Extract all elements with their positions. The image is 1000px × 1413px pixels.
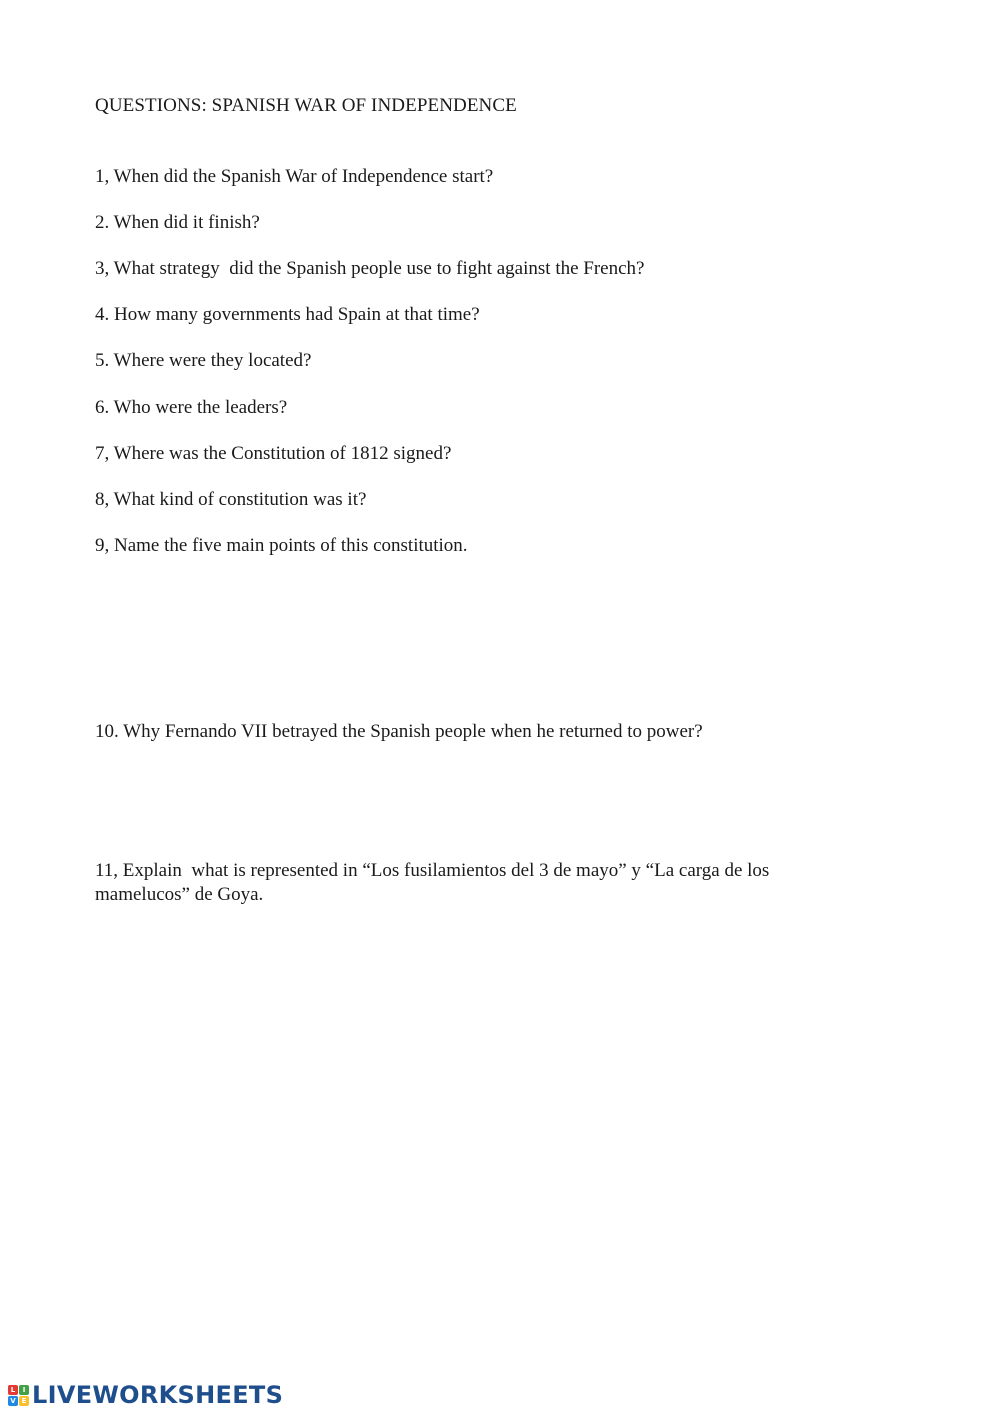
question-2: 2. When did it finish? <box>95 212 260 233</box>
question-5: 5. Where were they located? <box>95 350 312 371</box>
question-1: 1, When did the Spanish War of Independence start? <box>95 166 494 187</box>
question-10: 10. Why Fernando VII betrayed the Spanish people when he returned to power? <box>95 721 703 742</box>
logo-letter-e: E <box>19 1396 29 1406</box>
logo-letter-i: I <box>19 1385 29 1395</box>
question-8: 8, What kind of constitution was it? <box>95 489 367 510</box>
question-7: 7, Where was the Constitution of 1812 signed? <box>95 443 452 464</box>
question-4: 4. How many governments had Spain at that time? <box>95 304 480 325</box>
question-9: 9, Name the five main points of this constitution. <box>95 535 468 556</box>
liveworksheets-logo[interactable] <box>8 1381 283 1409</box>
logo-text: LIVEWORKSHEETS <box>32 1381 284 1409</box>
logo-letter-l: L <box>8 1385 18 1395</box>
logo-squares-icon <box>8 1385 29 1406</box>
question-11: 11, Explain what is represented in “Los fusilamientos del 3 de mayo” y “La carga de los mamelucos” de Goya. <box>95 860 775 905</box>
question-3: 3, What strategy did the Spanish people use to fight against the French? <box>95 258 645 279</box>
question-6: 6. Who were the leaders? <box>95 397 288 418</box>
page-title: QUESTIONS: SPANISH WAR OF INDEPENDENCE <box>95 95 517 116</box>
logo-letter-v: V <box>8 1396 18 1406</box>
